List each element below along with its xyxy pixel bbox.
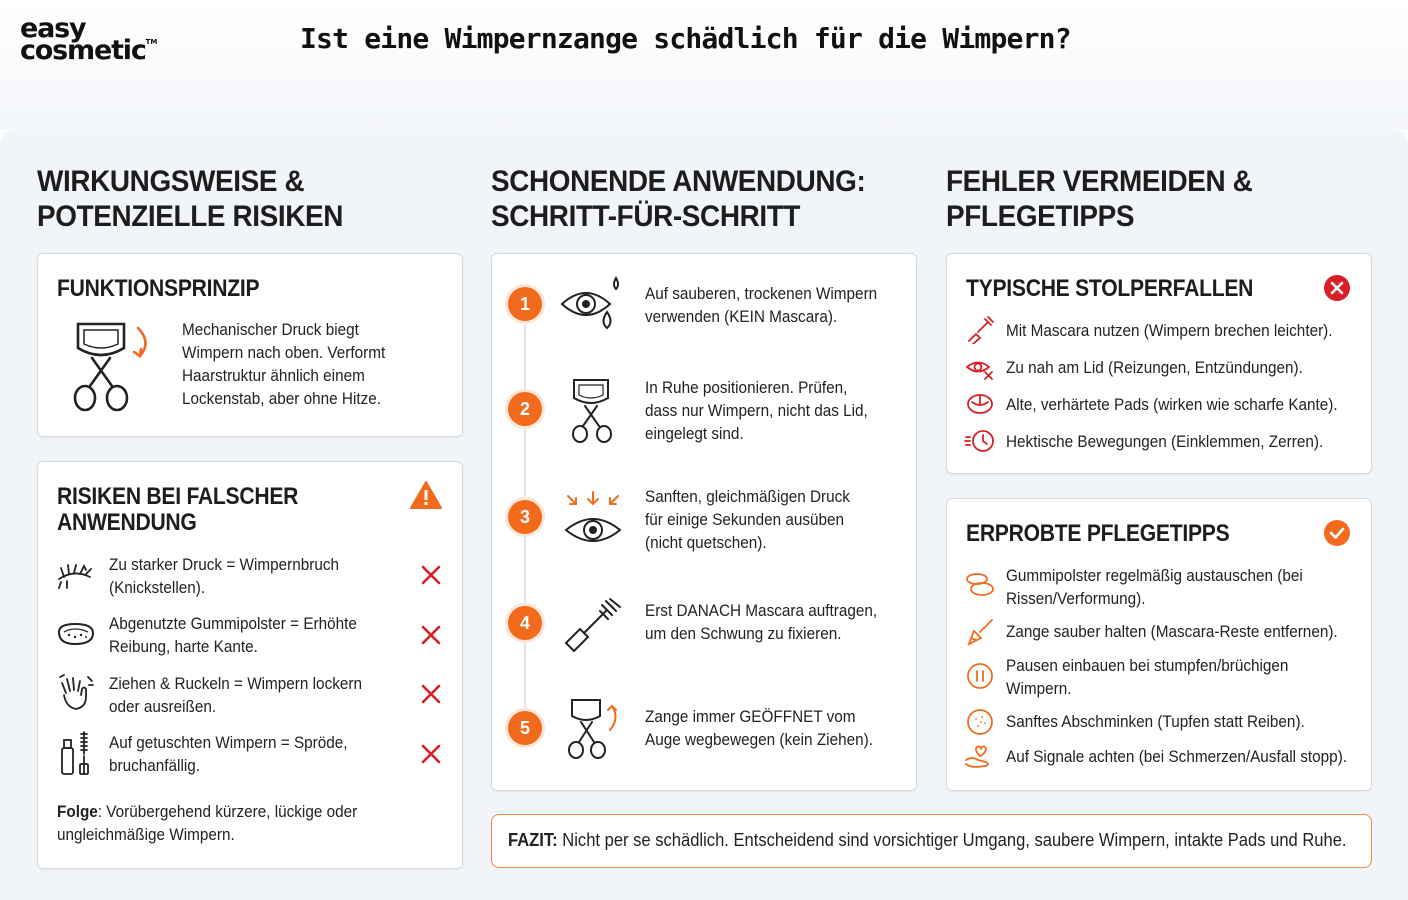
risks-card-title: RISIKEN BEI FALSCHER ANWENDUNG <box>57 483 299 536</box>
warning-icon <box>409 480 443 510</box>
cotton-pad-icon <box>966 708 994 736</box>
column-heading-tips: FEHLER VERMEIDEN & PFLEGETIPPS <box>946 165 1253 233</box>
pads-stack-icon <box>964 571 996 599</box>
step-number-1: 1 <box>508 287 542 321</box>
step-text-1: Auf sauberen, trockenen Wimpern verwenden (KEIN Mascara). <box>645 284 878 326</box>
cross-icon <box>421 565 441 585</box>
pitfall-item-3: Alte, verhärtete Pads (wirken wie scharfe Kante). <box>1006 395 1338 414</box>
eyelash-curler-icon <box>68 318 154 412</box>
step-text-2: In Ruhe positionieren. Prüfen, dass nur Wimpern, nicht das Lid, eingelegt sind. <box>645 378 868 443</box>
pitfall-item-1: Mit Mascara nutzen (Wimpern brechen leichter). <box>1006 321 1333 340</box>
step-number-5: 5 <box>508 711 542 745</box>
brush-icon <box>966 618 994 646</box>
tip-item-1: Gummipolster regelmäßig austauschen (bei Rissen/Verformung). <box>1006 566 1303 608</box>
eye-water-drop-icon <box>560 276 626 334</box>
mascara-icon <box>966 316 994 344</box>
tip-item-4: Sanftes Abschminken (Tupfen statt Reiben). <box>1006 712 1305 731</box>
column-heading-mechanism: WIRKUNGSWEISE & POTENZIELLE RISIKEN <box>37 165 344 233</box>
conclusion-text: FAZIT: Nicht per se schädlich. Entscheidend sind vorsichtiger Umgang, saubere Wimpern, intakte Pads und Ruhe. <box>508 830 1347 850</box>
pitfalls-card-title: TYPISCHE STOLPERFALLEN <box>966 275 1254 302</box>
cross-icon <box>421 684 441 704</box>
cross-icon <box>421 744 441 764</box>
tip-item-5: Auf Signale achten (bei Schmerzen/Ausfall stopp). <box>1006 747 1348 766</box>
function-description: Mechanischer Druck biegt Wimpern nach oben. Verformt Haarstruktur ähnlich einem Lockenstab, aber ohne Hitze. <box>182 320 386 408</box>
cross-icon <box>421 625 441 645</box>
tip-item-2: Zange sauber halten (Mascara-Reste entfernen). <box>1006 622 1338 641</box>
step-number-3: 3 <box>508 500 542 534</box>
brand-logo <box>20 13 158 67</box>
pad-icon <box>966 392 994 416</box>
brand-line-1: easy <box>20 13 86 44</box>
column-heading-application: SCHONENDE ANWENDUNG: SCHRITT-FÜR-SCHRITT <box>491 165 866 233</box>
curler-open-icon <box>564 696 624 760</box>
tips-card-title: ERPROBTE PFLEGETIPPS <box>966 520 1230 547</box>
conclusion-box <box>491 814 1372 868</box>
brand-line-2: cosmetic™ <box>20 35 158 67</box>
worn-pad-icon <box>55 620 97 648</box>
step-text-5: Zange immer GEÖFFNET vom Auge wegbewegen (kein Ziehen). <box>645 707 873 749</box>
eyelash-curler-icon <box>566 376 620 444</box>
pitfall-item-2: Zu nah am Lid (Reizungen, Entzündungen). <box>1006 358 1303 377</box>
pulling-hand-icon <box>58 673 94 713</box>
eye-pressure-icon <box>562 490 624 552</box>
error-circle-icon <box>1323 274 1351 302</box>
mascara-wand-icon <box>562 595 624 655</box>
tip-item-3: Pausen einbauen bei stumpfen/brüchigen Wimpern. <box>1006 656 1289 698</box>
check-circle-icon <box>1323 519 1351 547</box>
pitfall-item-4: Hektische Bewegungen (Einklemmen, Zerren). <box>1006 432 1324 451</box>
risk-consequence: Folge: Vorübergehend kürzere, lückige oder ungleichmäßige Wimpern. <box>57 802 358 844</box>
mascara-bottle-icon <box>60 730 92 776</box>
page-title: Ist eine Wimpernzange schädlich für die Wimpern? <box>300 22 1071 55</box>
eye-warning-icon <box>965 357 995 381</box>
fast-clock-icon <box>964 429 996 453</box>
risk-item-4: Auf getuschten Wimpern = Spröde, bruchanfällig. <box>109 733 348 775</box>
risk-item-2: Abgenutzte Gummipolster = Erhöhte Reibung, harte Kante. <box>109 614 357 656</box>
broken-lashes-icon <box>56 562 96 592</box>
step-text-3: Sanften, gleichmäßigen Druck für einige Sekunden ausüben (nicht quetschen). <box>645 487 850 552</box>
function-card-title: FUNKTIONSPRINZIP <box>57 275 260 302</box>
step-text-4: Erst DANACH Mascara auftragen, um den Schwung zu fixieren. <box>645 601 878 643</box>
risk-item-1: Zu starker Druck = Wimpernbruch (Knickstellen). <box>109 555 339 597</box>
risk-item-3: Ziehen & Ruckeln = Wimpern lockern oder ausreißen. <box>109 674 362 716</box>
heart-hand-icon <box>964 742 996 770</box>
header-band <box>0 0 1408 130</box>
step-number-4: 4 <box>508 606 542 640</box>
pause-icon <box>966 662 994 690</box>
step-number-2: 2 <box>508 392 542 426</box>
